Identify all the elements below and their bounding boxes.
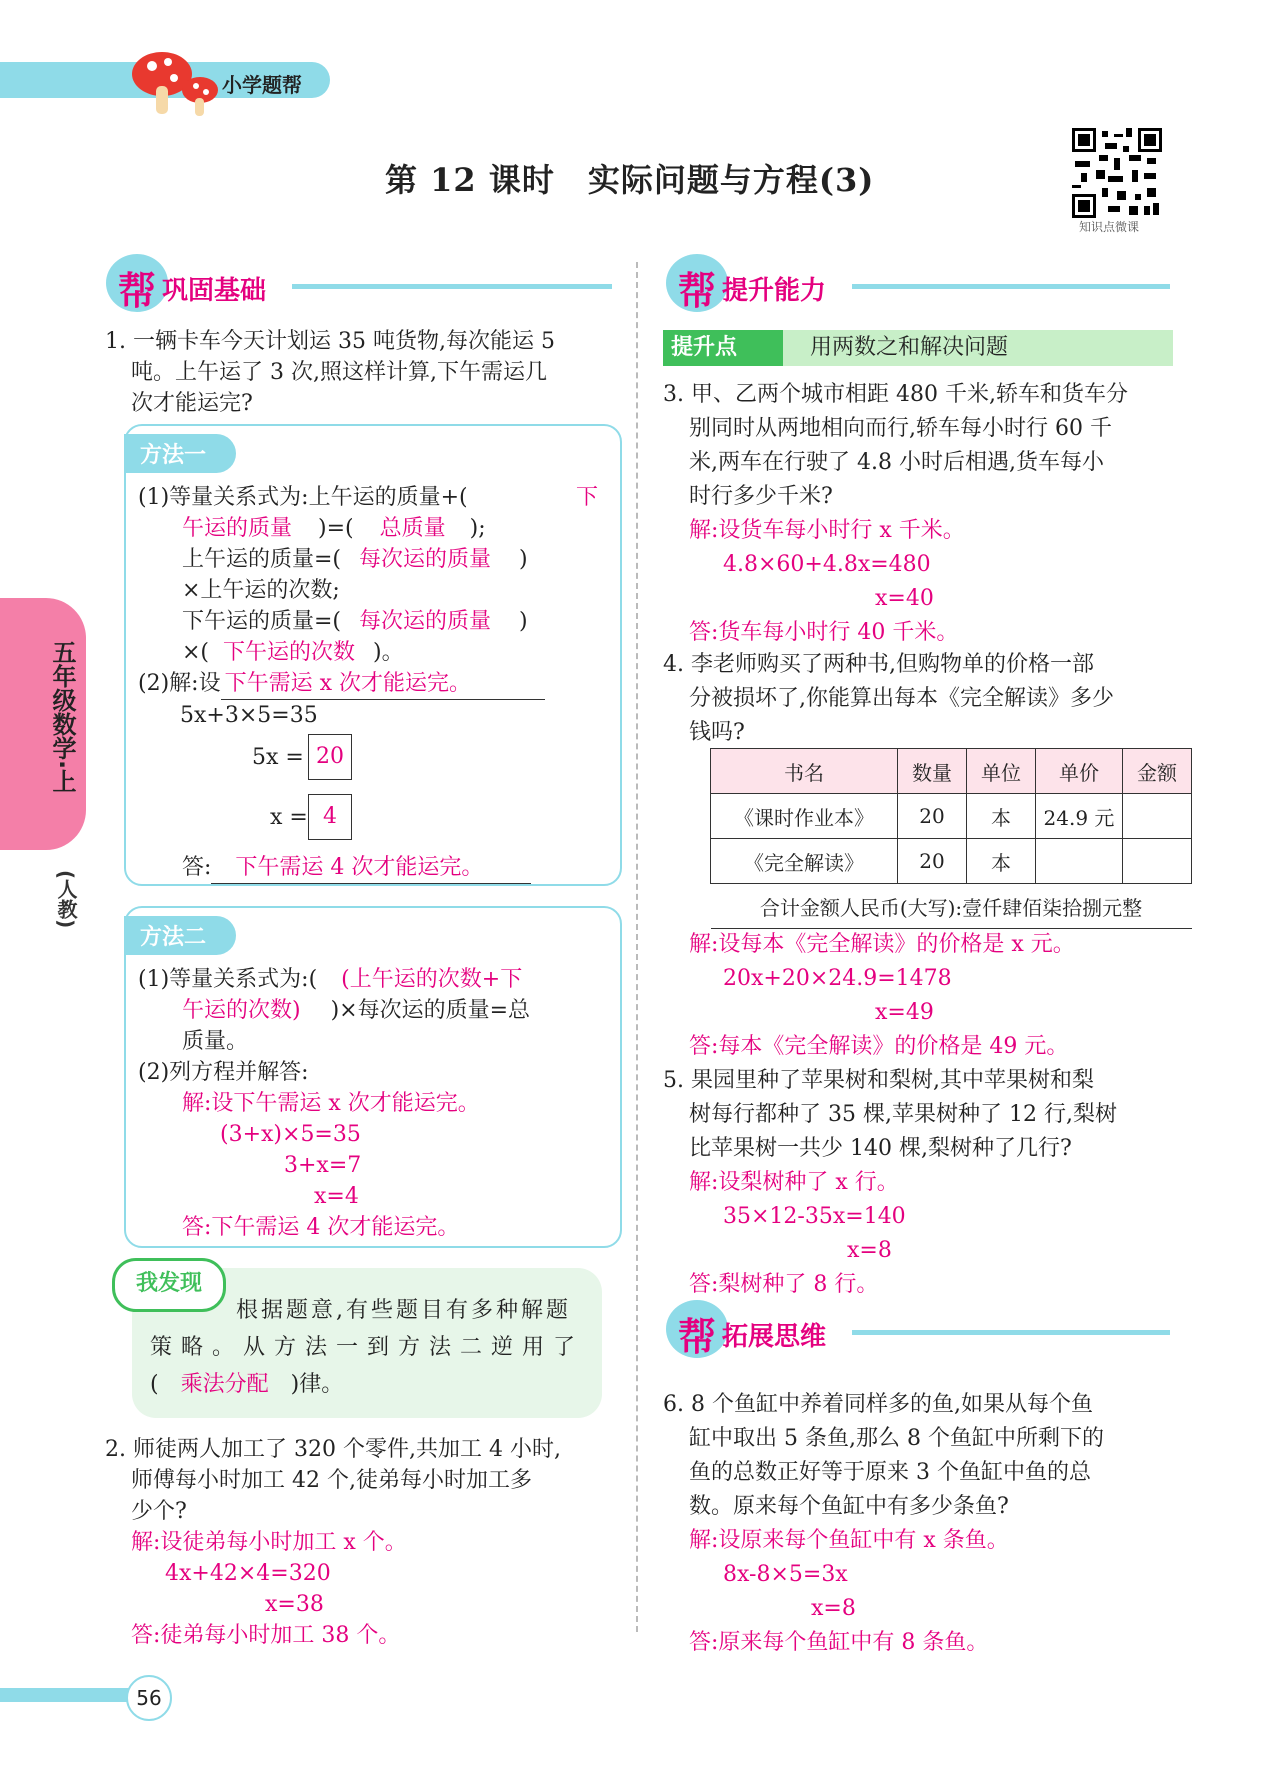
table-cell: 20 (898, 794, 967, 839)
m1-equation: 5x = (252, 745, 304, 770)
section-title: 提升能力 (722, 276, 827, 306)
q1-line: 1. 一辆卡车今天计划运 35 吨货物,每次能运 5 (105, 329, 555, 354)
section-bang: 帮 (118, 269, 157, 313)
answer-box: 20 (308, 734, 352, 780)
m1-line (138, 606, 608, 637)
q4-line: 4. 李老师购买了两种书,但购物单的价格一部 (663, 652, 1094, 677)
method2-tag: 方法二 (124, 916, 236, 955)
column-divider (636, 262, 638, 1632)
q6-answer: 答:原来每个鱼缸中有 8 条鱼。 (689, 1630, 989, 1655)
text: (1)等量关系式为:( (138, 967, 318, 992)
q2-solution: 解:设徒弟每小时加工 x 个。 (131, 1530, 407, 1555)
q4 (663, 648, 1183, 750)
answer-box: 4 (308, 794, 352, 840)
answer: 下午运的次数 (223, 640, 356, 665)
table-cell: 《完全解读》 (711, 839, 898, 884)
discover-line: 策略。从方法一到方法二逆用了 (150, 1335, 585, 1360)
page-number: 56 (126, 1675, 172, 1721)
q2-equation: x=38 (265, 1592, 324, 1617)
table-header: 单位 (967, 749, 1036, 794)
text: (2)解:设 (138, 671, 221, 696)
m2-line: 质量。 (182, 1029, 249, 1054)
q3-equation: x=40 (875, 586, 934, 611)
qr-caption: 知识点微课 (1079, 220, 1140, 234)
q5-line: 比苹果树一共少 140 棵,梨树种了几行? (689, 1136, 1072, 1161)
discover-line (150, 1366, 590, 1403)
q4-equation: x=49 (875, 1000, 934, 1025)
text: ×( (182, 640, 210, 665)
answer: 每次运的质量 (359, 547, 492, 572)
m2-answer: 答:下午需运 4 次才能运完。 (182, 1215, 460, 1240)
answer: 下午需运 x 次才能运完。 (221, 668, 545, 700)
m2-equation: 3+x=7 (284, 1153, 362, 1178)
q2-line: 师傅每小时加工 42 个,徒弟每小时加工多 (131, 1468, 532, 1493)
q3-solution: 解:设货车每小时行 x 千米。 (689, 518, 965, 543)
q3-line: 时行多少千米? (689, 484, 833, 509)
m1-line (138, 482, 608, 513)
q5-line: 5. 果园里种了苹果树和梨树,其中苹果树和梨 (663, 1068, 1094, 1093)
answer: 乘法分配 (180, 1372, 269, 1397)
q5-line: 树每行都种了 35 棵,苹果树种了 12 行,梨树 (689, 1102, 1117, 1127)
text: )=( (318, 516, 354, 541)
table-footer-row (711, 884, 1192, 929)
answer: 下 (575, 485, 598, 510)
m2-line (138, 995, 608, 1026)
m1-line (138, 544, 608, 575)
q6-line: 鱼的总数正好等于原来 3 个鱼缸中鱼的总 (689, 1460, 1091, 1485)
m1-equation: 5x+3×5=35 (180, 703, 318, 728)
order-table (710, 748, 1192, 929)
m2-equation: x=4 (314, 1184, 359, 1209)
m2-line: (2)列方程并解答: (138, 1060, 309, 1085)
q2-line: 少个? (131, 1499, 187, 1524)
q3 (663, 378, 1183, 650)
q6 (663, 1388, 1183, 1660)
q6-solution: 解:设原来每个鱼缸中有 x 条鱼。 (689, 1528, 1009, 1553)
q3-line: 别同时从两地相向而行,轿车每小时行 60 千 (689, 416, 1112, 441)
table-header-row (711, 749, 1192, 794)
table-header: 书名 (711, 749, 898, 794)
q6-line: 缸中取出 5 条鱼,那么 8 个鱼缸中所剩下的 (689, 1426, 1104, 1451)
table-cell: 20 (898, 839, 967, 884)
answer: 总质量 (379, 516, 446, 541)
text: 下午运的质量=( (182, 609, 342, 634)
text: )。 (373, 640, 404, 665)
q4-equation: 20x+20×24.9=1478 (723, 966, 952, 991)
table-cell: 《课时作业本》 (711, 794, 898, 839)
answer: 午运的次数) (182, 998, 301, 1023)
table-footer: 合计金额人民币(大写):壹仟肆佰柒拾捌元整 (711, 884, 1192, 929)
m1-line (138, 668, 608, 700)
q3-line: 米,两车在行驶了 4.8 小时后相遇,货车每小 (689, 450, 1104, 475)
answer: 每次运的质量 (359, 609, 492, 634)
section-line (292, 284, 612, 289)
section-title: 巩固基础 (162, 276, 267, 306)
q1-line: 吨。上午运了 3 次,照这样计算,下午需运几 (131, 360, 547, 385)
table-header: 数量 (898, 749, 967, 794)
table-cell: 本 (967, 839, 1036, 884)
text: 上午运的质量=( (182, 547, 342, 572)
table-header: 单价 (1036, 749, 1123, 794)
table-row (711, 794, 1192, 839)
brand-label: 小学题帮 (222, 73, 302, 97)
answer: 午运的质量 (182, 516, 293, 541)
q5 (663, 1064, 1183, 1302)
qr-code-icon (1072, 128, 1162, 218)
m2-line (138, 964, 608, 995)
method1-content (138, 482, 608, 731)
q2-equation: 4x+42×4=320 (165, 1561, 331, 1586)
q1-line: 次才能运完? (131, 391, 253, 416)
q3-equation: 4.8×60+4.8x=480 (723, 552, 931, 577)
text: 答: (182, 855, 212, 880)
q1-stem (105, 326, 625, 419)
side-grade: 五年级数学·上 (48, 640, 76, 794)
q4-line: 钱吗? (689, 720, 745, 745)
m1-line (138, 637, 608, 668)
side-edition: (人教) (54, 870, 78, 929)
m2-solution: 解:设下午需运 x 次才能运完。 (182, 1091, 480, 1116)
section-improve (666, 254, 1171, 314)
q2-line: 2. 师徒两人加工了 320 个零件,共加工 4 小时, (105, 1437, 561, 1462)
q6-equation: x=8 (811, 1596, 856, 1621)
q4-line: 分被损坏了,你能算出每本《完全解读》多少 (689, 686, 1114, 711)
section-bang: 帮 (678, 269, 717, 313)
q4-solution (663, 928, 1183, 1064)
section-basic (106, 254, 611, 314)
table-cell: 24.9 元 (1036, 794, 1123, 839)
q3-line: 3. 甲、乙两个城市相距 480 千米,轿车和货车分 (663, 382, 1128, 407)
method2-content (138, 964, 608, 1243)
q2 (105, 1434, 625, 1651)
text: (1)等量关系式为:上午运的质量+( (138, 485, 468, 510)
table-cell: 本 (967, 794, 1036, 839)
section-line (852, 284, 1170, 289)
m2-equation: (3+x)×5=35 (220, 1122, 361, 1147)
q4-answer: 答:每本《完全解读》的价格是 49 元。 (689, 1034, 1069, 1059)
q4-solution-line: 解:设每本《完全解读》的价格是 x 元。 (689, 932, 1075, 957)
point-text: 用两数之和解决问题 (810, 335, 1009, 360)
m1-line (138, 513, 608, 544)
q5-equation: x=8 (847, 1238, 892, 1263)
text: ) (519, 609, 528, 634)
answer: 下午需运 4 次才能运完。 (211, 852, 531, 884)
table-cell (1123, 794, 1192, 839)
section-expand (666, 1300, 1171, 1360)
text: ) (519, 547, 528, 572)
q5-answer: 答:梨树种了 8 行。 (689, 1272, 879, 1297)
discover-tag: 我发现 (112, 1258, 226, 1312)
table-cell (1036, 839, 1123, 884)
discover-text (150, 1292, 590, 1403)
m1-equation: x = (270, 805, 308, 830)
text: ( (150, 1372, 159, 1397)
text: )×每次运的质量=总 (330, 998, 531, 1023)
table-row (711, 839, 1192, 884)
table-header: 金额 (1123, 749, 1192, 794)
q6-line: 数。原来每个鱼缸中有多少条鱼? (689, 1494, 1009, 1519)
m1-line: ×上午运的次数; (182, 578, 340, 603)
m1-answer (182, 852, 531, 884)
point-tag: 提升点 (663, 330, 783, 366)
q2-answer: 答:徒弟每小时加工 38 个。 (131, 1623, 401, 1648)
answer: (上午运的次数+下 (341, 967, 523, 992)
mushroom-icon (128, 48, 224, 118)
q6-line: 6. 8 个鱼缸中养着同样多的鱼,如果从每个鱼 (663, 1392, 1093, 1417)
page-bar (0, 1688, 140, 1702)
page-title: 第 12 课时 实际问题与方程(3) (385, 161, 875, 199)
text: ); (469, 516, 486, 541)
table-cell (1123, 839, 1192, 884)
q5-solution: 解:设梨树种了 x 行。 (689, 1170, 899, 1195)
q3-answer: 答:货车每小时行 40 千米。 (689, 620, 959, 645)
text: )律。 (290, 1372, 344, 1397)
section-bang: 帮 (678, 1315, 717, 1359)
q5-equation: 35×12-35x=140 (723, 1204, 906, 1229)
method1-tag: 方法一 (124, 434, 236, 473)
section-title: 拓展思维 (722, 1322, 827, 1352)
discover-line: 根据题意,有些题目有多种解题 (236, 1298, 571, 1323)
q6-equation: 8x-8×5=3x (723, 1562, 848, 1587)
section-line (852, 1330, 1170, 1335)
